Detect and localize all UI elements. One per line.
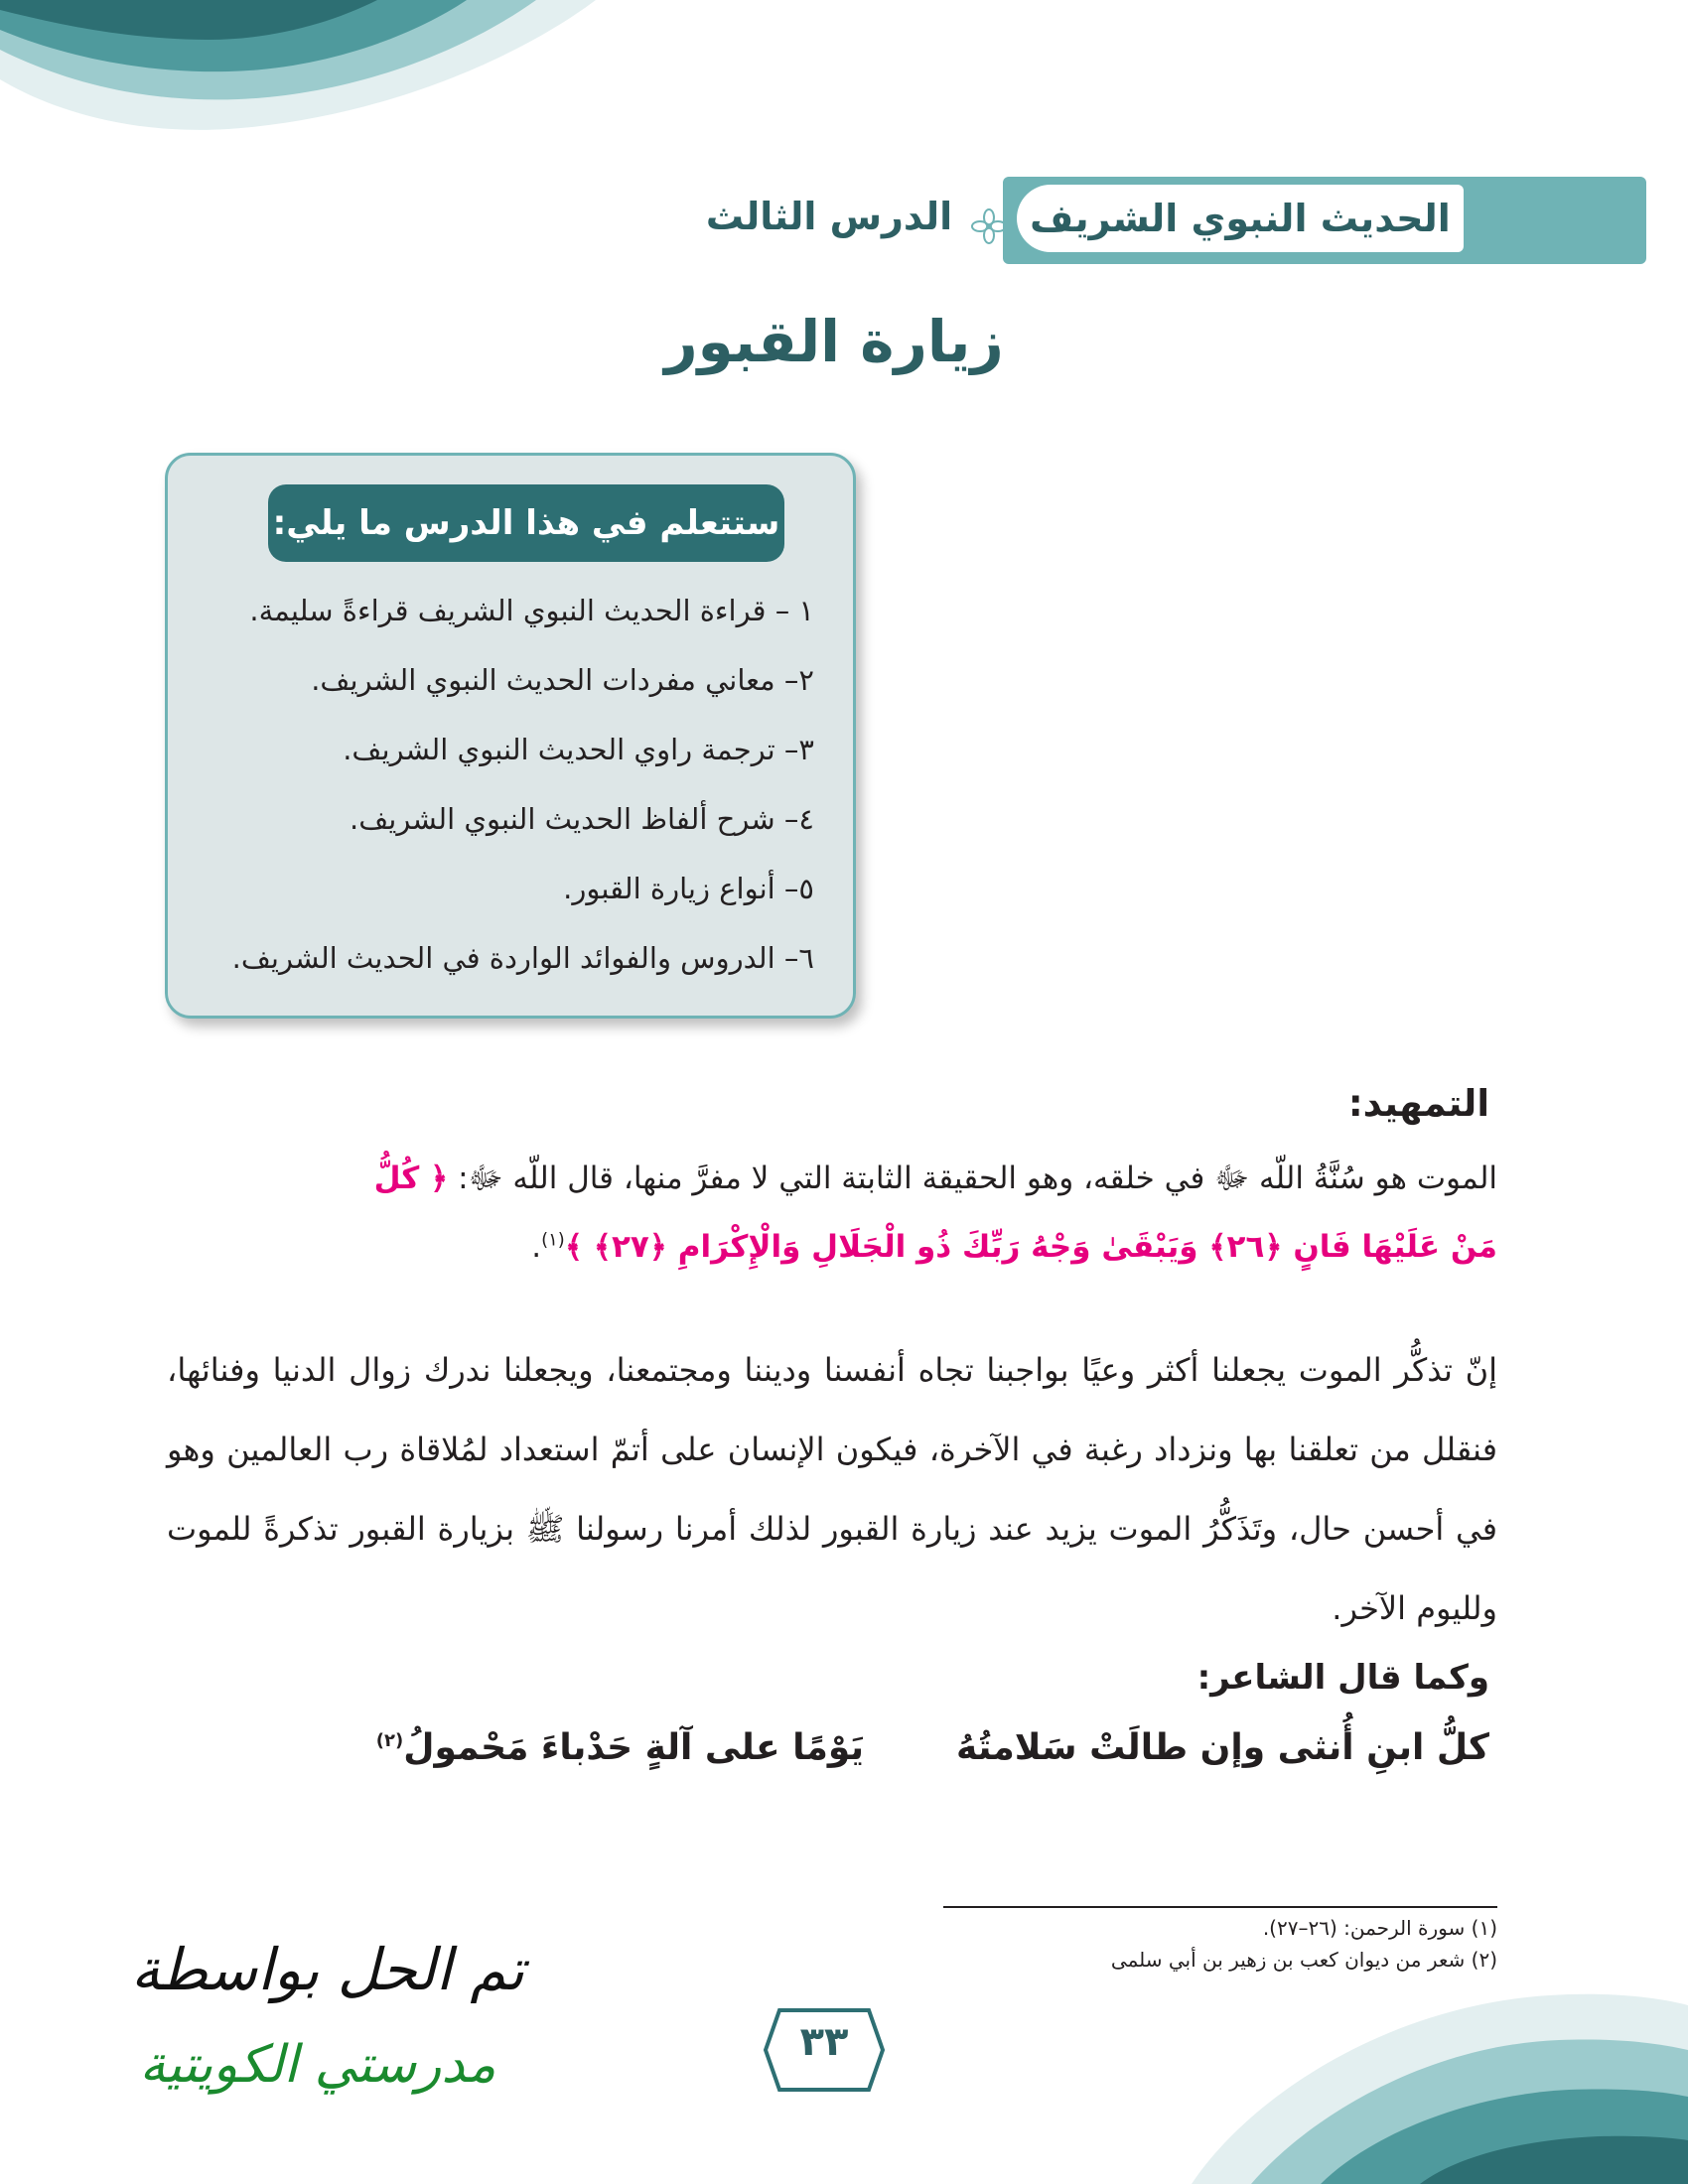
poet-intro: وكما قال الشاعر: <box>1196 1658 1489 1698</box>
lesson-number: الدرس الثالث <box>705 195 953 238</box>
bottom-right-decoration <box>1192 1946 1688 2184</box>
top-left-decoration <box>0 0 596 149</box>
objectives-heading <box>268 484 784 562</box>
footnote-ref-2: (٢) <box>375 1730 404 1751</box>
intro-text: الموت هو سُنَّةُ اللّه ﷻ في خلقه، وهو الحقيقة الثابتة التي لا مفرَّ منها، قال اللّه ﷻ: <box>458 1160 1497 1196</box>
footnote-2: (٢) شعر من ديوان كعب بن زهير بن أبي سلمى <box>1110 1948 1497 1972</box>
subject-pill <box>1017 185 1464 252</box>
quran-verse: مَنْ عَلَيْهَا فَانٍ ﴿٢٦﴾ وَيَبْقَىٰ وَجْهُ رَبِّكَ ذُو الْجَلَالِ وَالْإِكْرَامِ ﴿٢٧﴾ ﴾ <box>564 1229 1497 1265</box>
objective-item: ٦– الدروس والفوائد الواردة في الحديث الشريف. <box>231 941 814 975</box>
objective-item: ٥– أنواع زيارة القبور. <box>563 872 814 905</box>
poem-first-hemistich: كلُّ ابنِ أُنثى وإن طالَتْ سَلامتُهُ <box>955 1727 1489 1768</box>
intro-paragraph-line-1 <box>167 1160 1497 1204</box>
quran-verse-start: ﴿ كُلُّ <box>373 1160 449 1196</box>
page-number: ٣٣ <box>799 2019 849 2065</box>
intro-paragraph-line-2 <box>167 1229 1497 1265</box>
watermark-line-2: مدرستي الكويتية <box>139 2035 496 2095</box>
objective-item: ٢– معاني مفردات الحديث النبوي الشريف. <box>311 663 814 697</box>
poem-second-hemistich <box>376 1727 864 1768</box>
intro-paragraph-2: إنّ تذكُّر الموت يجعلنا أكثر وعيًا بواجبنا تجاه أنفسنا وديننا ومجتمعنا، ويجعلنا ندرك زوال الدنيا وفنائها، فنقلل من تعلقنا بها ونزداد رغبة في الآخرة، فيكون الإنسان على أتمّ استعداد لمُلاقاة رب العالمين وهو في أحسن حال، وتَذَكُّرُ الموت يزيد عند زيارة القبور لذلك أمرنا رسولنا ﷺ بزيارة القبور تذكرةً للموت ولليوم الآخر. <box>167 1351 1497 1627</box>
footnote-1: (١) سورة الرحمن: (٢٦–٢٧). <box>1262 1916 1497 1940</box>
objective-item: ١ – قراءة الحديث النبوي الشريف قراءةً سليمة. <box>249 594 814 627</box>
objective-item: ٣– ترجمة راوي الحديث النبوي الشريف. <box>343 733 814 766</box>
subject-label: الحديث النبوي الشريف <box>1030 197 1451 240</box>
footnote-divider <box>943 1906 1497 1908</box>
objective-item: ٤– شرح ألفاظ الحديث النبوي الشريف. <box>350 802 814 836</box>
sentence-end: . <box>531 1229 542 1265</box>
page-title: زيارة القبور <box>664 308 1004 375</box>
watermark-line-1: تم الحل بواسطة <box>130 1936 525 2003</box>
flower-separator-icon <box>971 208 1007 244</box>
intro-heading: التمهيد: <box>1347 1082 1489 1125</box>
poem-second-text: يَوْمًا على آلةٍ حَدْباءَ مَحْمولُ <box>403 1727 864 1768</box>
footnote-ref-1: (١) <box>541 1229 565 1251</box>
objectives-heading-text: ستتعلم في هذا الدرس ما يلي: <box>272 503 780 543</box>
